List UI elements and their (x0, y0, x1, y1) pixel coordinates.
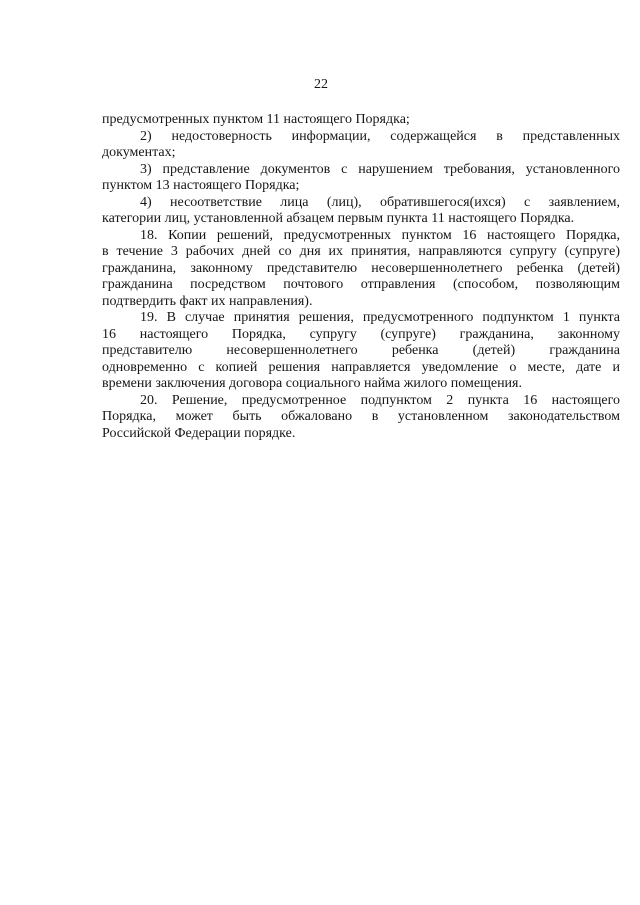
text-line: подтвердить факт их направления). (102, 293, 313, 309)
text-line: 4) несоответствие лица (лиц), обратившегося(ихся) с заявлением, (140, 194, 620, 210)
paragraph-20 (102, 393, 620, 443)
text-line: Порядка, может быть обжаловано в установленном законодательством (102, 409, 620, 424)
paragraph-continuation (102, 112, 620, 129)
text-line: Российской Федерации порядке. (102, 425, 296, 441)
text-line: 2) недостоверность информации, содержащейся в представленных (140, 128, 620, 144)
paragraph-item-2 (102, 129, 620, 162)
text-line: пунктом 13 настоящего Порядка; (102, 178, 300, 193)
text-line: документах; (102, 145, 176, 160)
paragraph-item-4 (102, 195, 620, 228)
text-line: 16 настоящего Порядка, супругу (супруге) гражданина, законному (102, 326, 620, 342)
document-body (102, 112, 620, 442)
paragraph-18 (102, 228, 620, 311)
text-line: категории лиц, установленной абзацем первым пункта 11 настоящего Порядка. (102, 211, 575, 226)
text-line: в течение 3 рабочих дней со дня их принятия, направляются супругу (супруге) (102, 244, 620, 259)
text-line: гражданина посредством почтового отправления (способом, позволяющим (102, 277, 620, 292)
paragraph-item-3 (102, 162, 620, 195)
paragraph-19 (102, 310, 620, 393)
text-line: 3) представление документов с нарушением требования, установленного (140, 161, 620, 177)
text-line: 19. В случае принятия решения, предусмотренного подпунктом 1 пункта (140, 310, 620, 325)
page-number: 22 (314, 77, 328, 92)
text-line: 18. Копии решений, предусмотренных пунктом 16 настоящего Порядка, (140, 227, 620, 243)
text-line: представителю несовершеннолетнего ребенка (детей) гражданина (102, 343, 620, 358)
text-line: времени заключения договора социального найма жилого помещения. (102, 376, 522, 391)
text-line: гражданина, законному представителю несовершеннолетнего ребенка (детей) (102, 260, 620, 276)
text-line: одновременно с копией решения направляется уведомление о месте, дате и (102, 359, 620, 375)
text-line: 20. Решение, предусмотренное подпунктом 2 пункта 16 настоящего (140, 392, 620, 408)
text-line: предусмотренных пунктом 11 настоящего Порядка; (102, 112, 410, 127)
